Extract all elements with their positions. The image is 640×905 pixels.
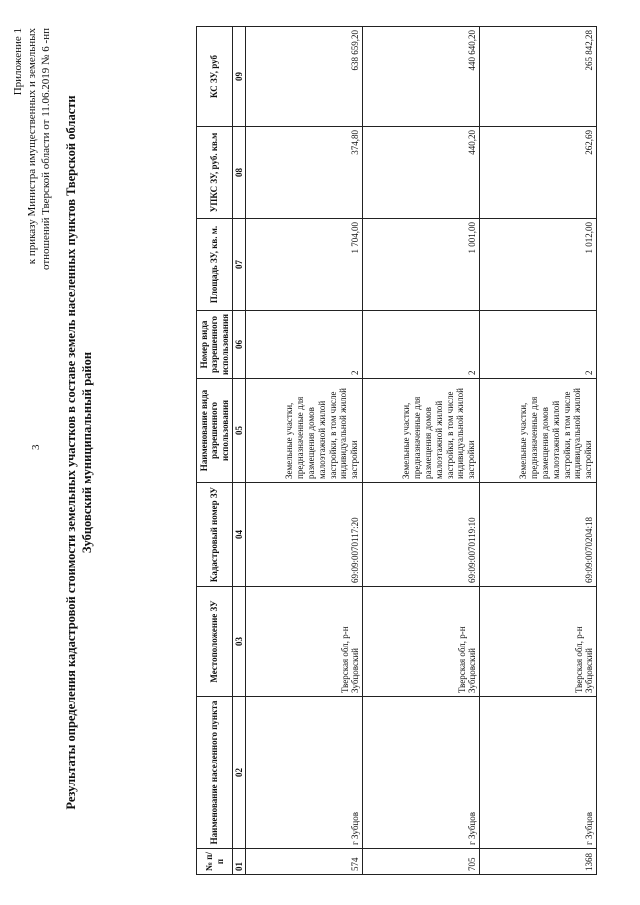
code-cell: 01 (233, 849, 246, 875)
header-cell: Местоположение ЗУ (197, 587, 233, 697)
cadastral-value: 638 659,20 (246, 27, 363, 127)
header-cell: КС ЗУ, руб (197, 27, 233, 127)
header-cell: Наименование вида разрешенного использования (197, 379, 233, 483)
header-cell: Номер вида разрешенного использования (197, 311, 233, 379)
code-cell: 07 (233, 219, 246, 311)
use-description: Земельные участки, предназначенные для размещения домов малоэтажной жилой застройки, в том числе индивидуальной жилой застройки (246, 379, 363, 483)
use-description: Земельные участки, предназначенные для размещения домов малоэтажной жилой застройки, в том числе индивидуальной жилой застройки (480, 379, 597, 483)
cadastral-number: 69:09:0070119:10 (363, 483, 480, 587)
header-cell: Площадь ЗУ, кв. м. (197, 219, 233, 311)
appendix-line-1: Приложение 1 (12, 28, 24, 96)
area: 1 012,00 (480, 219, 597, 311)
appendix-note (12, 28, 53, 270)
title-line-2: Зубцовский муниципальный район (79, 351, 94, 554)
code-cell: 05 (233, 379, 246, 483)
upks: 262,69 (480, 127, 597, 219)
cadastral-table (196, 26, 597, 875)
location: Тверская обл, р-н Зубцовский (480, 587, 597, 697)
area: 1 001,00 (363, 219, 480, 311)
code-cell: 03 (233, 587, 246, 697)
title-line-1: Результаты определения кадастровой стоимости земельных участков в составе земель населенных пунктов Тверской области (64, 95, 78, 810)
settlement-name: г Зубцов (246, 697, 363, 849)
upks: 374,80 (246, 127, 363, 219)
column-code-row (233, 27, 246, 875)
appendix-line-3: отношений Тверской области от 11.06.2019 № 6 -нп (39, 28, 52, 271)
location: Тверская обл, р-н Зубцовский (363, 587, 480, 697)
header-cell: Наименование населенного пункта (197, 697, 233, 849)
code-cell: 08 (233, 127, 246, 219)
location: Тверская обл, р-н Зубцовский (246, 587, 363, 697)
cadastral-value: 440 640,20 (363, 27, 480, 127)
header-cell: УПКС ЗУ, руб. кв.м (197, 127, 233, 219)
code-cell: 02 (233, 697, 246, 849)
table-row (363, 27, 480, 875)
settlement-name: г Зубцов (480, 697, 597, 849)
cadastral-number: 69:09:0070204:18 (480, 483, 597, 587)
header-cell: № п/п (197, 849, 233, 875)
row-number: 1368 (480, 849, 597, 875)
table-row (480, 27, 597, 875)
use-description: Земельные участки, предназначенные для размещения домов малоэтажной жилой застройки, в том числе индивидуальной жилой застройки (363, 379, 480, 483)
use-code: 2 (246, 311, 363, 379)
table-row (246, 27, 363, 875)
cadastral-value: 265 842,28 (480, 27, 597, 127)
settlement-name: г Зубцов (363, 697, 480, 849)
row-number: 705 (363, 849, 480, 875)
code-cell: 06 (233, 311, 246, 379)
area: 1 704,00 (246, 219, 363, 311)
upks: 440,20 (363, 127, 480, 219)
use-code: 2 (363, 311, 480, 379)
page-number: 3 (30, 444, 42, 450)
code-cell: 04 (233, 483, 246, 587)
appendix-line-2: к приказу Министра имущественных и земельных (25, 28, 38, 265)
header-cell: Кадастровый номер ЗУ (197, 483, 233, 587)
code-cell: 09 (233, 27, 246, 127)
use-code: 2 (480, 311, 597, 379)
header-row (197, 27, 233, 875)
row-number: 574 (246, 849, 363, 875)
cadastral-number: 69:09:0070117:20 (246, 483, 363, 587)
document-title (64, 0, 95, 905)
